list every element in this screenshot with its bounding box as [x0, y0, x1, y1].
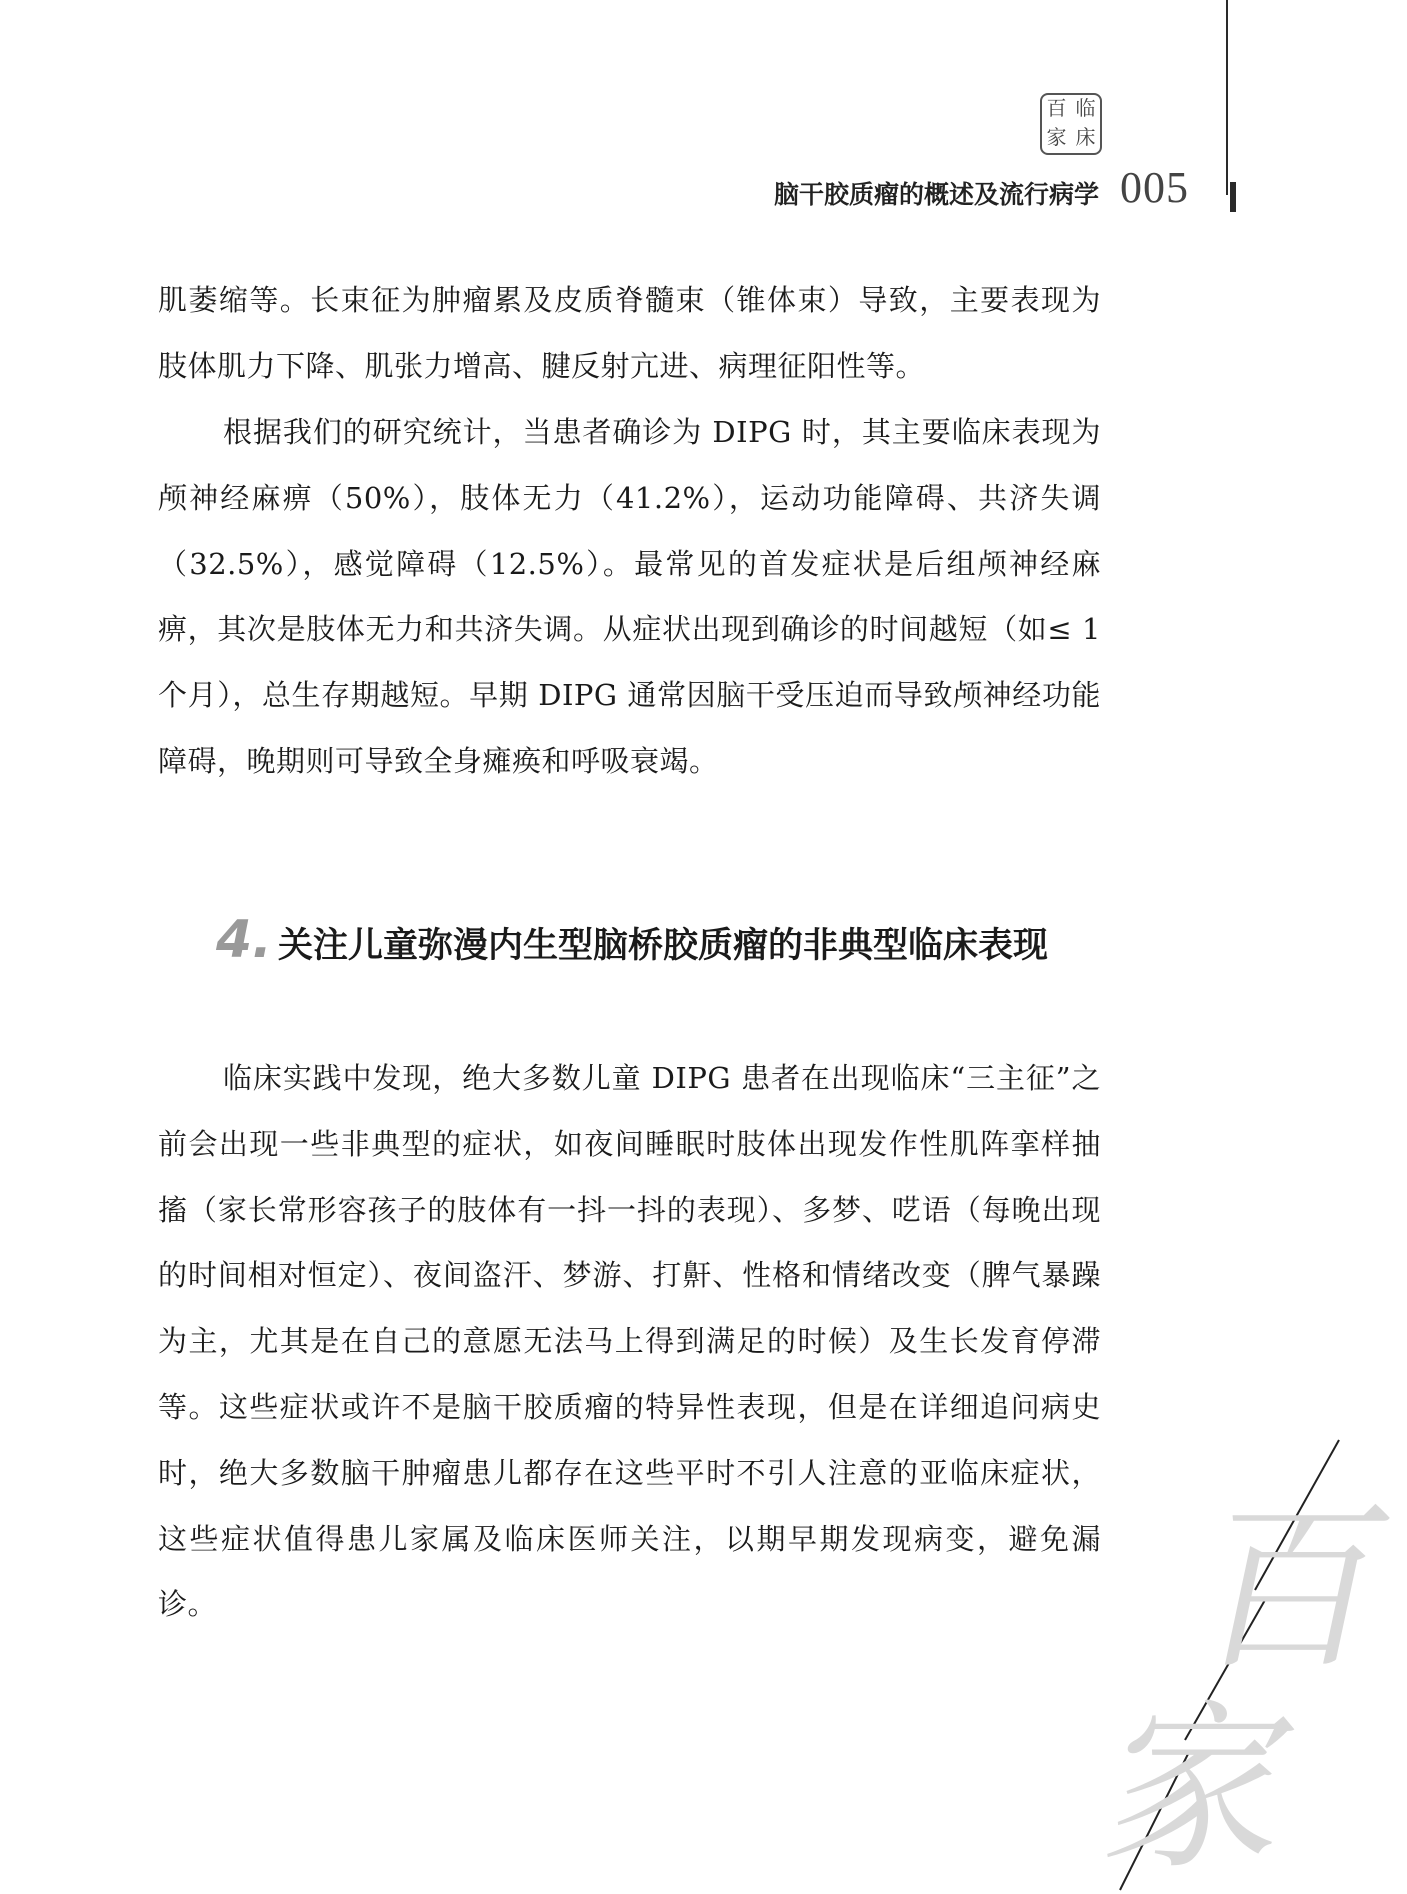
section-heading: [158, 908, 1108, 978]
logo-char: 临: [1075, 96, 1096, 120]
running-head: 脑干胶质瘤的概述及流行病学: [773, 180, 1099, 209]
watermark-glyph: 百: [1182, 1485, 1407, 1694]
logo-char: 百: [1046, 96, 1067, 120]
body-paragraph-2: 根据我们的研究统计，当患者确诊为 DIPG 时，其主要临床表现为颅神经麻痹（50%），肢体无力（41.2%），运动功能障碍、共济失调（32.5%），感觉障碍（12.5%）。最常见的首发症状是后组颅神经麻痹，其次是肢体无力和共济失调。从症状出现到确诊的时间越短（如≤ 1 个月），总生存期越短。早期 DIPG 通常因脑干受压迫而导致颅神经功能障碍，晚期则可导致全身瘫痪和呼吸衰竭。: [158, 415, 1101, 778]
series-logo-seal: [1040, 93, 1102, 155]
logo-char: 床: [1075, 125, 1096, 149]
header-edge-mark: [1230, 182, 1236, 212]
logo-char: 家: [1046, 125, 1067, 149]
section-number: 4.: [216, 910, 272, 970]
body-paragraph-3: 临床实践中发现，绝大多数儿童 DIPG 患者在出现临床“三主征”之前会出现一些非典型的症状，如夜间睡眠时肢体出现发作性肌阵挛样抽搐（家长常形容孩子的肢体有一抖一抖的表现）、多梦、呓语（每晚出现的时间相对恒定）、夜间盗汗、梦游、打鼾、性格和情绪改变（脾气暴躁为主，尤其是在自己的意愿无法马上得到满足的时候）及生长发育停滞等。这些症状或许不是脑干胶质瘤的特异性表现，但是在详细追问病史时，绝大多数脑干肿瘤患儿都存在这些平时不引人注意的亚临床症状，这些症状值得患儿家属及临床医师关注，以期早期发现病变，避免漏诊。: [158, 1061, 1101, 1622]
watermark-glyph: 家: [1087, 1685, 1313, 1894]
body-paragraph-1: 肌萎缩等。长束征为肿瘤累及皮质脊髓束（锥体束）导致，主要表现为肢体肌力下降、肌张力增高、腱反射亢进、病理征阳性等。: [158, 283, 1101, 383]
section-title: 关注儿童弥漫内生型脑桥胶质瘤的非典型临床表现: [277, 926, 1048, 966]
header-vertical-rule: [1226, 0, 1228, 195]
page-number: 005: [1120, 163, 1189, 212]
